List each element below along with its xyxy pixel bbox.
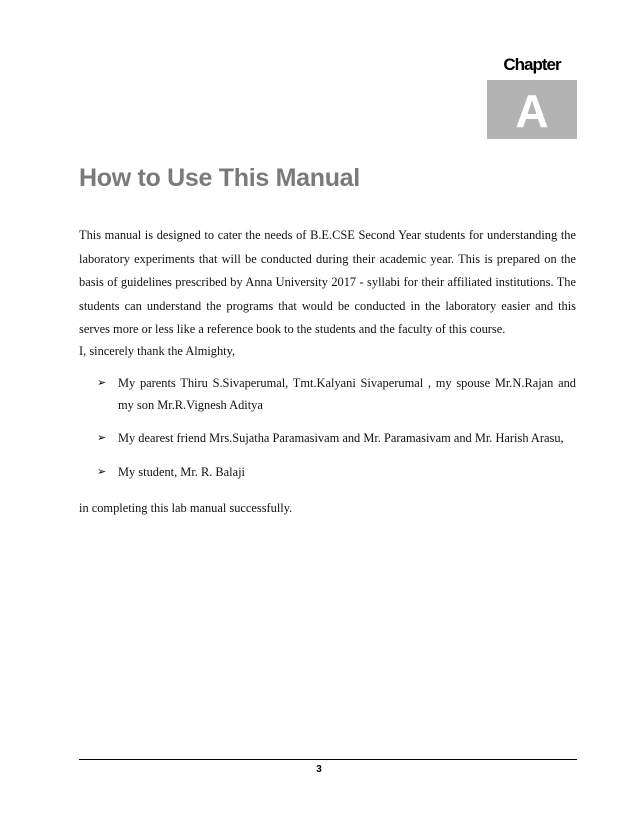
intro-paragraph: This manual is designed to cater the needs of B.E.CSE Second Year students for understanding the laboratory experiments that will be conducted during their academic year. This is prepared on the basis of guidelines prescribed by Anna University 2017 - syllabi for their affiliated institutions. The students can understand the programs that would be conducted in the laboratory easier and this serves more or less like a reference book to the students and the faculty of this course. [79, 228, 576, 336]
chapter-badge [487, 50, 577, 139]
chapter-label: Chapter [503, 55, 561, 74]
chapter-label-box [487, 50, 577, 80]
acknowledgement-list [97, 373, 576, 495]
footer-divider [79, 759, 577, 760]
arrowhead-bullet-icon: ➢ [97, 432, 107, 444]
arrowhead-bullet-icon: ➢ [97, 465, 107, 478]
chapter-letter: A [515, 85, 549, 137]
page-title: How to Use This Manual [79, 164, 360, 192]
arrowhead-bullet-icon: ➢ [97, 377, 107, 389]
chapter-letter-box [487, 80, 577, 139]
list-item-text: My student, Mr. R. Balaji [118, 464, 246, 479]
page-number: 3 [316, 764, 322, 775]
list-item [97, 373, 576, 416]
closing-paragraph: in completing this lab manual successfully. [79, 501, 293, 515]
list-item [97, 428, 576, 450]
list-item-text: My dearest friend Mrs.Sujatha Paramasivam and Mr. Paramasivam and Mr. Harish Arasu, [118, 431, 564, 445]
thanks-intro: I, sincerely thank the Almighty, [79, 344, 236, 358]
list-item [97, 462, 576, 484]
list-item-text: My parents Thiru S.Sivaperumal, Tmt.Kalyani Sivaperumal , my spouse Mr.N.Rajan and my son Mr.R.Vignesh Aditya [118, 376, 576, 412]
